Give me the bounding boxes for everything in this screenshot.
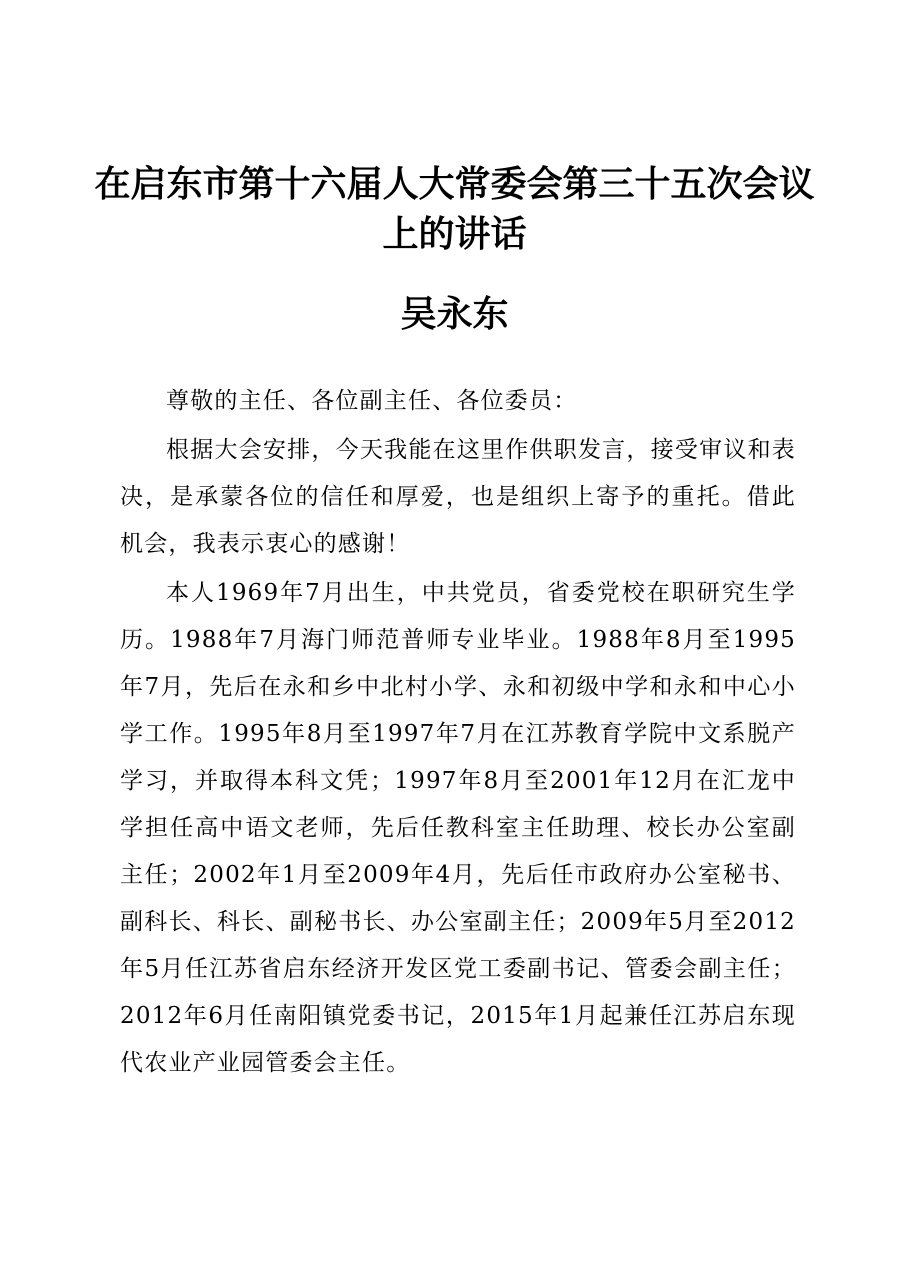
author-name: 吴永东: [400, 294, 509, 335]
paragraph-salutation: 尊敬的主任、各位副主任、各位委员：: [166, 388, 578, 414]
document-body: [120, 378, 796, 1089]
title-line-2: 上的讲话: [382, 214, 527, 255]
paragraph-biography: 本人1969年7月出生，中共党员，省委党校在职研究生学历。1988年7月海门师范普师专业毕业。1988年8月至1995年7月，先后在永和乡中北村小学、永和初级中学和永和中心小学工作。1995年8月至1997年7月在江苏教育学院中文系脱产学习，并取得本科文凭；1997年8月至2001年12月在汇龙中学担任高中语文老师，先后任教科室主任助理、校长办公室副主任；2002年1月至2009年4月，先后任市政府办公室秘书、副科长、科长、副秘书长、办公室副主任；2009年5月至2012年5月任江苏省启东经济开发区党工委副书记、管委会副主任；2012年6月任南阳镇党委书记，2015年1月起兼任江苏启东现代农业产业园管委会主任。: [120, 580, 796, 1076]
title-line-1: 在启东市第十六届人大常委会第三十五次会议: [94, 164, 815, 205]
paragraph-intro: 根据大会安排，今天我能在这里作供职发言，接受审议和表决，是承蒙各位的信任和厚爱，也是组织上寄予的重托。借此机会，我表示衷心的感谢！: [120, 437, 796, 557]
document-title: [80, 160, 829, 260]
